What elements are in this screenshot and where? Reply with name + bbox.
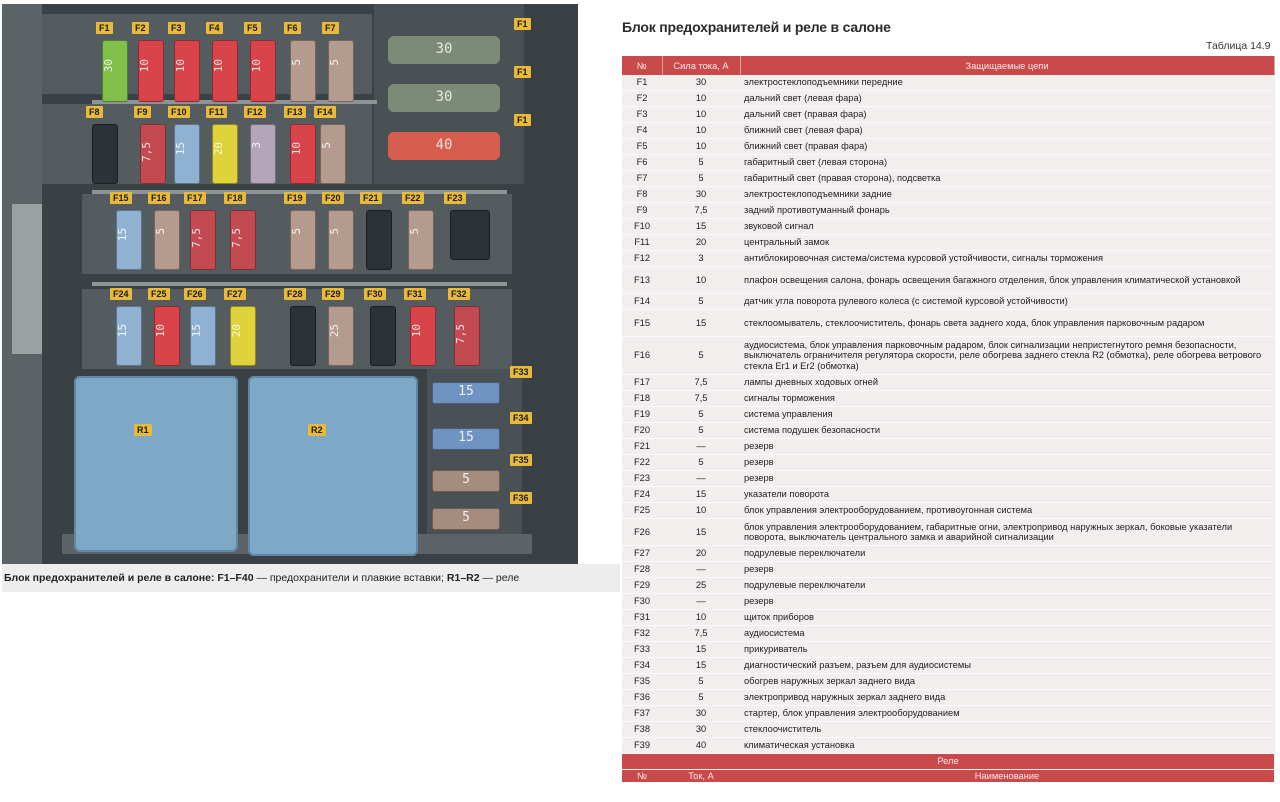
fuse-callout-f26: F26 xyxy=(184,288,206,300)
table-row xyxy=(622,294,1274,310)
cell-circuits: щиток приборов xyxy=(740,610,1274,626)
cell-number: F36 xyxy=(622,690,662,706)
cell-circuits: электростеклоподъемники задние xyxy=(740,187,1274,203)
cell-current: 10 xyxy=(662,123,740,139)
relay-column-current: Ток, А xyxy=(662,770,740,783)
cell-circuits: датчик угла поворота рулевого колеса (с системой курсовой устойчивости) xyxy=(740,294,1274,310)
table-row xyxy=(622,706,1274,722)
fuse-rating: 10 xyxy=(154,324,167,338)
cell-number: F14 xyxy=(622,294,662,310)
fuse-rating: 15 xyxy=(116,324,129,338)
table-row xyxy=(622,267,1274,294)
cell-number: F35 xyxy=(622,674,662,690)
relay-section-title: Реле xyxy=(622,754,1274,770)
fuse-callout-f29: F29 xyxy=(322,288,344,300)
fuse-f24 xyxy=(116,306,142,366)
fuse-rating: 3 xyxy=(250,142,263,149)
table-row xyxy=(622,139,1274,155)
fuse-callout-f21: F21 xyxy=(360,192,382,204)
cell-circuits: электропривод наружных зеркал заднего вида xyxy=(740,690,1274,706)
table-row xyxy=(622,546,1274,562)
cell-number: F6 xyxy=(622,155,662,171)
fuse-f3 xyxy=(174,40,200,102)
table-row xyxy=(622,658,1274,674)
cell-number: F25 xyxy=(622,503,662,519)
fuse-rating: 30 xyxy=(102,58,115,72)
cell-number: F23 xyxy=(622,471,662,487)
fuse-callout-f11: F11 xyxy=(206,106,227,118)
cell-circuits: электростеклоподъемники передние xyxy=(740,75,1274,91)
cell-number: F18 xyxy=(622,391,662,407)
cell-current: 5 xyxy=(662,337,740,375)
cell-circuits: сигналы торможения xyxy=(740,391,1274,407)
cell-current: — xyxy=(662,439,740,455)
cell-circuits: стеклоочиститель xyxy=(740,722,1274,738)
fuse-f9 xyxy=(140,124,166,184)
table-row xyxy=(622,578,1274,594)
fuse-f7 xyxy=(328,40,354,102)
table-row xyxy=(622,642,1274,658)
cell-number: F10 xyxy=(622,219,662,235)
fuse-callout-f15: F15 xyxy=(110,192,132,204)
fuse-callout-f12: F12 xyxy=(244,106,266,118)
cell-current: 20 xyxy=(662,546,740,562)
cell-circuits: резерв xyxy=(740,439,1274,455)
cell-circuits: габаритный свет (правая сторона), подсветка xyxy=(740,171,1274,187)
fuse-f12 xyxy=(250,124,276,184)
fuse-rating: 7,5 xyxy=(454,324,467,344)
cell-circuits: лампы дневных ходовых огней xyxy=(740,375,1274,391)
cell-current: 5 xyxy=(662,171,740,187)
cell-number: F24 xyxy=(622,487,662,503)
cell-current: 7,5 xyxy=(662,626,740,642)
fuse-f29 xyxy=(328,306,354,366)
table-row xyxy=(622,203,1274,219)
fuse-callout-f19: F19 xyxy=(284,192,306,204)
cell-circuits: ближний свет (левая фара) xyxy=(740,123,1274,139)
fuse-callout-f36: F36 xyxy=(510,492,532,504)
fuse-rating: 7,5 xyxy=(230,228,243,248)
table-row xyxy=(622,91,1274,107)
cell-circuits: система подушек безопасности xyxy=(740,423,1274,439)
fuse-callout-f5: F5 xyxy=(244,22,261,34)
fuse-f19 xyxy=(290,210,316,270)
empty-slot-f23 xyxy=(450,210,490,260)
relay-column-name: Наименование xyxy=(740,770,1274,783)
cell-circuits: габаритный свет (левая сторона) xyxy=(740,155,1274,171)
table-row xyxy=(622,219,1274,235)
cell-current: 15 xyxy=(662,487,740,503)
cell-current: 5 xyxy=(662,155,740,171)
cell-current: 10 xyxy=(662,107,740,123)
fuse-f31 xyxy=(410,306,436,366)
cell-current: 15 xyxy=(662,519,740,546)
fuse-rating: 25 xyxy=(328,324,341,338)
fuse-rating: 5 xyxy=(462,472,470,487)
table-row xyxy=(622,187,1274,203)
table-row xyxy=(622,375,1274,391)
fuse-rating: 10 xyxy=(410,324,423,338)
cell-current: 10 xyxy=(662,91,740,107)
cell-current: 3 xyxy=(662,251,740,267)
cell-number: F12 xyxy=(622,251,662,267)
table-row xyxy=(622,626,1274,642)
empty-slot-f28 xyxy=(290,306,316,366)
page-title: Блок предохранителей и реле в салоне xyxy=(622,19,891,35)
fuse-box-photo xyxy=(2,4,578,564)
table-row xyxy=(622,235,1274,251)
photo-caption xyxy=(4,572,616,584)
fuse-callout-f7: F7 xyxy=(322,22,339,34)
table-row xyxy=(622,171,1274,187)
cell-number: F15 xyxy=(622,310,662,337)
cell-number: F21 xyxy=(622,439,662,455)
cell-circuits: центральный замок xyxy=(740,235,1274,251)
fuse-rating: 5 xyxy=(328,228,341,235)
fuse-f10 xyxy=(174,124,200,184)
fuse-rating: 15 xyxy=(190,324,203,338)
cell-current: 10 xyxy=(662,503,740,519)
table-number: Таблица 14.9 xyxy=(1206,40,1271,52)
cell-circuits: стеклоомыватель, стеклоочиститель, фонарь света заднего хода, блок управления парковочным радаром xyxy=(740,310,1274,337)
fuse-callout-f33: F33 xyxy=(510,366,532,378)
cell-current: 5 xyxy=(662,294,740,310)
relay-columns-row xyxy=(622,770,1274,783)
fuse-callout-f6: F6 xyxy=(284,22,301,34)
fuse-f18 xyxy=(230,210,256,270)
cell-number: F34 xyxy=(622,658,662,674)
cell-current: 7,5 xyxy=(662,203,740,219)
fuse-callout-f28: F28 xyxy=(284,288,306,300)
fuse-f34 xyxy=(432,428,500,450)
cell-number: F11 xyxy=(622,235,662,251)
cell-current: 15 xyxy=(662,642,740,658)
relay-section-header xyxy=(622,754,1274,770)
fuse-f25 xyxy=(154,306,180,366)
cell-number: F33 xyxy=(622,642,662,658)
cell-circuits: задний противотуманный фонарь xyxy=(740,203,1274,219)
cell-circuits: дальний свет (правая фара) xyxy=(740,107,1274,123)
cell-circuits: резерв xyxy=(740,471,1274,487)
table-row xyxy=(622,594,1274,610)
fuse-f36 xyxy=(432,508,500,530)
table-row xyxy=(622,610,1274,626)
fuse-callout-f16: F16 xyxy=(148,192,170,204)
cell-number: F39 xyxy=(622,738,662,754)
fuse-f27 xyxy=(230,306,256,366)
cell-circuits: система управления xyxy=(740,407,1274,423)
cell-number: F1 xyxy=(622,75,662,91)
fuse-f20 xyxy=(328,210,354,270)
cell-current: 5 xyxy=(662,423,740,439)
fuse-f5 xyxy=(250,40,276,102)
fuse-callout-f34: F34 xyxy=(510,412,532,424)
caption-mid: — предохранители и плавкие вставки; xyxy=(256,572,444,584)
cell-circuits: обогрев наружных зеркал заднего вида xyxy=(740,674,1274,690)
table-row xyxy=(622,503,1274,519)
table-row xyxy=(622,439,1274,455)
fuse-rating: 15 xyxy=(116,228,129,242)
relay-callout: R1 xyxy=(134,424,152,436)
table-row xyxy=(622,251,1274,267)
maxi-fuse-rating: 30 xyxy=(435,41,453,57)
fuse-callout-f10: F10 xyxy=(168,106,190,118)
maxi-fuse xyxy=(388,36,500,64)
fuse-callout-f4: F4 xyxy=(206,22,223,34)
cell-number: F31 xyxy=(622,610,662,626)
cell-circuits: плафон освещения салона, фонарь освещения багажного отделения, блок управления климатической установкой xyxy=(740,267,1274,294)
cell-current: 5 xyxy=(662,690,740,706)
table-row xyxy=(622,391,1274,407)
fuse-callout-f17: F17 xyxy=(184,192,206,204)
cell-current: 15 xyxy=(662,310,740,337)
table-row xyxy=(622,337,1274,375)
cell-current: 5 xyxy=(662,455,740,471)
cell-number: F20 xyxy=(622,423,662,439)
table-row xyxy=(622,722,1274,738)
fuse-callout-f8: F8 xyxy=(86,106,103,118)
cell-number: F30 xyxy=(622,594,662,610)
fuse-rating: 7,5 xyxy=(140,142,153,162)
fuse-rating: 5 xyxy=(290,58,303,66)
cell-number: F28 xyxy=(622,562,662,578)
fuse-callout-f1: F1 xyxy=(96,22,113,34)
fuse-callout-f14: F14 xyxy=(314,106,336,118)
fuse-callout-f18: F18 xyxy=(224,192,246,204)
cell-circuits: блок управления электрооборудованием, противоугонная система xyxy=(740,503,1274,519)
fuse-f4 xyxy=(212,40,238,102)
fuse-rating: 5 xyxy=(290,228,303,235)
fuse-rating: 10 xyxy=(250,58,263,72)
table-row xyxy=(622,423,1274,439)
fuse-callout-f9: F9 xyxy=(134,106,151,118)
table-body xyxy=(622,75,1274,754)
maxi-fuse-callout: F1 xyxy=(514,114,531,126)
table-header-row xyxy=(622,56,1274,75)
cell-number: F27 xyxy=(622,546,662,562)
cell-current: 10 xyxy=(662,610,740,626)
cell-number: F9 xyxy=(622,203,662,219)
cell-current: 15 xyxy=(662,658,740,674)
fuse-f2 xyxy=(138,40,164,102)
cell-number: F8 xyxy=(622,187,662,203)
fuse-f22 xyxy=(408,210,434,270)
fuse-callout-f23: F23 xyxy=(444,192,466,204)
fuse-rating: 10 xyxy=(138,58,151,72)
cell-current: 30 xyxy=(662,75,740,91)
fuse-f26 xyxy=(190,306,216,366)
fuse-rating: 15 xyxy=(458,384,474,399)
fuse-f1 xyxy=(102,40,128,102)
cell-current: 30 xyxy=(662,706,740,722)
fuse-f6 xyxy=(290,40,316,102)
fuse-rating: 5 xyxy=(462,510,470,525)
fuse-callout-f2: F2 xyxy=(132,22,149,34)
cell-number: F32 xyxy=(622,626,662,642)
fuse-f17 xyxy=(190,210,216,270)
table-row xyxy=(622,310,1274,337)
caption-bold: Блок предохранителей и реле в салоне: xyxy=(4,572,215,584)
cell-circuits: антиблокировочная система/система курсовой устойчивости, сигналы торможения xyxy=(740,251,1274,267)
fuse-callout-f30: F30 xyxy=(364,288,386,300)
cell-number: F29 xyxy=(622,578,662,594)
relay-callout: R2 xyxy=(308,424,326,436)
maxi-fuse-rating: 30 xyxy=(435,89,453,105)
table-row xyxy=(622,690,1274,706)
caption-relays: R1–R2 xyxy=(446,572,480,584)
cell-current: 7,5 xyxy=(662,391,740,407)
cell-circuits: стартер, блок управления электрооборудованием xyxy=(740,706,1274,722)
empty-slot-f30 xyxy=(370,306,396,366)
fuse-f33 xyxy=(432,382,500,404)
cell-circuits: звуковой сигнал xyxy=(740,219,1274,235)
maxi-fuse-callout: F1 xyxy=(514,18,531,30)
fuse-table xyxy=(622,56,1275,782)
fuse-callout-f27: F27 xyxy=(224,288,246,300)
fuse-rating: 5 xyxy=(408,228,421,235)
cell-circuits: аудиосистема, блок управления парковочным радаром, блок сигнализации непристегнутого ремня безопасности, выключатель ограничителя регулятора скорости, реле обогрева заднего стекла R2 (обмотка), реле обогрева ветрового стекла Er1 и Er2 (обмотка) xyxy=(740,337,1274,375)
cell-current: — xyxy=(662,562,740,578)
fuse-rating: 5 xyxy=(328,58,341,66)
fuse-callout-f35: F35 xyxy=(510,454,532,466)
cell-number: F19 xyxy=(622,407,662,423)
fuse-callout-f13: F13 xyxy=(284,106,306,118)
cell-number: F4 xyxy=(622,123,662,139)
cell-number: F38 xyxy=(622,722,662,738)
cell-current: 5 xyxy=(662,407,740,423)
cell-number: F5 xyxy=(622,139,662,155)
cell-current: 30 xyxy=(662,722,740,738)
fuse-f16 xyxy=(154,210,180,270)
caption-end: — реле xyxy=(482,572,520,584)
cell-current: — xyxy=(662,471,740,487)
fuse-callout-f25: F25 xyxy=(148,288,170,300)
cell-number: F16 xyxy=(622,337,662,375)
cell-circuits: резерв xyxy=(740,594,1274,610)
fuse-rating: 10 xyxy=(290,142,303,156)
cell-circuits: дальний свет (левая фара) xyxy=(740,91,1274,107)
column-header-number: № xyxy=(622,56,662,75)
fuse-f13 xyxy=(290,124,316,184)
fuse-rating: 20 xyxy=(230,324,243,338)
cell-circuits: диагностический разъем, разъем для аудиосистемы xyxy=(740,658,1274,674)
cell-circuits: ближний свет (правая фара) xyxy=(740,139,1274,155)
fuse-callout-f24: F24 xyxy=(110,288,132,300)
fuse-callout-f31: F31 xyxy=(404,288,426,300)
cell-circuits: прикуриватель xyxy=(740,642,1274,658)
fuse-callout-f3: F3 xyxy=(168,22,185,34)
table-row xyxy=(622,155,1274,171)
table-row xyxy=(622,123,1274,139)
cell-number: F2 xyxy=(622,91,662,107)
fuse-rating: 15 xyxy=(174,142,187,156)
table-row xyxy=(622,471,1274,487)
cell-current: 15 xyxy=(662,219,740,235)
relay-2 xyxy=(248,376,418,556)
cell-circuits: климатическая установка xyxy=(740,738,1274,754)
fuse-rating: 15 xyxy=(458,430,474,445)
relay-1 xyxy=(74,376,238,552)
relay-column-number: № xyxy=(622,770,662,783)
cell-current: 5 xyxy=(662,674,740,690)
cell-circuits: подрулевые переключатели xyxy=(740,546,1274,562)
cell-circuits: аудиосистема xyxy=(740,626,1274,642)
fuse-rating: 20 xyxy=(212,142,225,156)
fuse-f11 xyxy=(212,124,238,184)
cell-number: F22 xyxy=(622,455,662,471)
cell-circuits: подрулевые переключатели xyxy=(740,578,1274,594)
caption-fuses: F1–F40 xyxy=(217,572,254,584)
table-row xyxy=(622,107,1274,123)
fuse-f35 xyxy=(432,470,500,492)
cell-number: F17 xyxy=(622,375,662,391)
cell-current: 10 xyxy=(662,267,740,294)
cell-current: 10 xyxy=(662,139,740,155)
maxi-fuse xyxy=(388,132,500,160)
table-row xyxy=(622,407,1274,423)
fuse-callout-f22: F22 xyxy=(402,192,424,204)
bus-bar xyxy=(92,282,507,286)
fuse-f15 xyxy=(116,210,142,270)
maxi-fuse xyxy=(388,84,500,112)
empty-slot-f8 xyxy=(92,124,118,184)
fuse-rating: 10 xyxy=(174,58,187,72)
cell-current: 25 xyxy=(662,578,740,594)
fuse-f32 xyxy=(454,306,480,366)
fuse-rating: 5 xyxy=(320,142,333,149)
fuse-rating: 7,5 xyxy=(190,228,203,248)
table-row xyxy=(622,562,1274,578)
cell-number: F3 xyxy=(622,107,662,123)
cell-number: F37 xyxy=(622,706,662,722)
fuse-rating: 10 xyxy=(212,58,225,72)
cell-circuits: указатели поворота xyxy=(740,487,1274,503)
cell-circuits: резерв xyxy=(740,562,1274,578)
cell-current: 20 xyxy=(662,235,740,251)
cell-circuits: блок управления электрооборудованием, габаритные огни, электропривод наружных зеркал, боковые указатели поворота, выключатель центрального замка и аварийной сигнализации xyxy=(740,519,1274,546)
fuse-f14 xyxy=(320,124,346,184)
table-row xyxy=(622,487,1274,503)
empty-slot-f21 xyxy=(366,210,392,270)
maxi-fuse-rating: 40 xyxy=(435,137,453,153)
table-row xyxy=(622,519,1274,546)
cell-current: 30 xyxy=(662,187,740,203)
table-row xyxy=(622,455,1274,471)
maxi-fuse-callout: F1 xyxy=(514,66,531,78)
table-row xyxy=(622,75,1274,91)
column-header-current: Сила тока, А xyxy=(662,56,740,75)
cell-number: F26 xyxy=(622,519,662,546)
cell-circuits: резерв xyxy=(740,455,1274,471)
cell-current: 7,5 xyxy=(662,375,740,391)
table-row xyxy=(622,738,1274,754)
column-header-circuits: Защищаемые цепи xyxy=(740,56,1274,75)
cell-current: 40 xyxy=(662,738,740,754)
fuse-rating: 5 xyxy=(154,228,167,235)
table-row xyxy=(622,674,1274,690)
fuse-callout-f20: F20 xyxy=(322,192,344,204)
cell-current: — xyxy=(662,594,740,610)
cell-number: F13 xyxy=(622,267,662,294)
fuse-callout-f32: F32 xyxy=(448,288,470,300)
cell-number: F7 xyxy=(622,171,662,187)
